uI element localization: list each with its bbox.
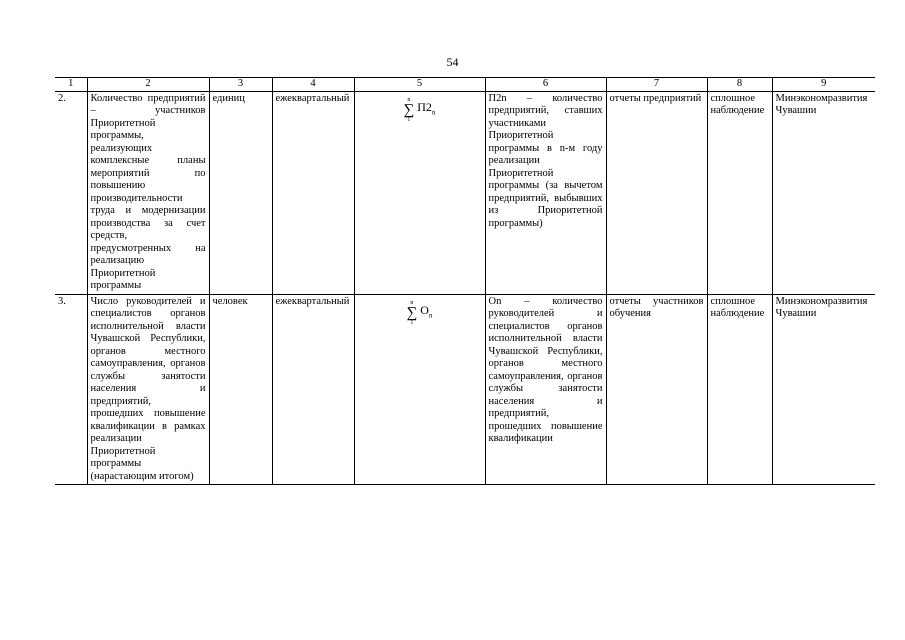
- collection-method: сплошное наблюдение: [707, 294, 772, 485]
- column-number: 1: [55, 78, 87, 92]
- responsible-body: Минэкономразвития Чувашии: [772, 294, 875, 485]
- formula-description: П2n – количество предприятий, ставших участниками Приоритетной программы в n-м году реализации Приоритетной программы (за вычетом предприятий, выбывших из Приоритетной программы): [485, 91, 606, 294]
- formula-description: On – количество руководителей и специалистов органов исполнительной власти Чувашской Республики, органов местного самоуправления, органов службы занятости населения и предприятий, прошедших повышение квалификации: [485, 294, 606, 485]
- formula-cell: [354, 294, 485, 485]
- sum-upper-limit: n: [407, 96, 411, 103]
- row-number: 2.: [55, 91, 87, 294]
- table-row: [55, 91, 875, 294]
- column-number: 5: [354, 78, 485, 92]
- sum-lower-limit: 1: [407, 116, 411, 123]
- sum-lower-limit: 1: [410, 319, 414, 326]
- column-number: 7: [606, 78, 707, 92]
- indicators-table: [55, 77, 875, 485]
- sigma-symbol: ∑: [406, 304, 418, 321]
- table-row: [55, 294, 875, 485]
- formula: [404, 97, 436, 123]
- unit: человек: [209, 294, 272, 485]
- formula-term: $П2_n$: [417, 99, 436, 116]
- indicator-name: Количество предприятий – участников Приоритетной программы, реализующих комплексные планы мероприятий по повышению производительности труда и модернизации производства за счет средств, предусмотренных на реализацию Приоритетной программы: [87, 91, 209, 294]
- formula-term: $O_n$: [420, 302, 433, 319]
- formula: [407, 300, 433, 326]
- indicator-name: Число руководителей и специалистов органов исполнительной власти Чувашской Республики, органов местного самоуправления, органов службы занятости населения и предприятий, прошедших повышение квалификации в рамках реализации Приоритетной программы (нарастающим итогом): [87, 294, 209, 485]
- column-number-row: [55, 78, 875, 92]
- sum-sign: [404, 97, 415, 123]
- sum-sign: [407, 300, 418, 326]
- formula-cell: [354, 91, 485, 294]
- formula-subscript: n: [428, 310, 433, 319]
- column-number: 3: [209, 78, 272, 92]
- column-number: 8: [707, 78, 772, 92]
- responsible-body: Минэкономразвития Чувашии: [772, 91, 875, 294]
- periodicity: ежеквартальный: [272, 294, 354, 485]
- column-number: 2: [87, 78, 209, 92]
- periodicity: ежеквартальный: [272, 91, 354, 294]
- data-source: отчеты участников обучения: [606, 294, 707, 485]
- page-number: 54: [446, 55, 459, 69]
- column-number: 9: [772, 78, 875, 92]
- unit: единиц: [209, 91, 272, 294]
- row-number: 3.: [55, 294, 87, 485]
- column-number: 4: [272, 78, 354, 92]
- column-number: 6: [485, 78, 606, 92]
- formula-subscript: n: [431, 107, 436, 116]
- data-source: отчеты предприятий: [606, 91, 707, 294]
- sum-upper-limit: n: [410, 299, 414, 306]
- sigma-symbol: ∑: [403, 101, 415, 118]
- collection-method: сплошное наблюдение: [707, 91, 772, 294]
